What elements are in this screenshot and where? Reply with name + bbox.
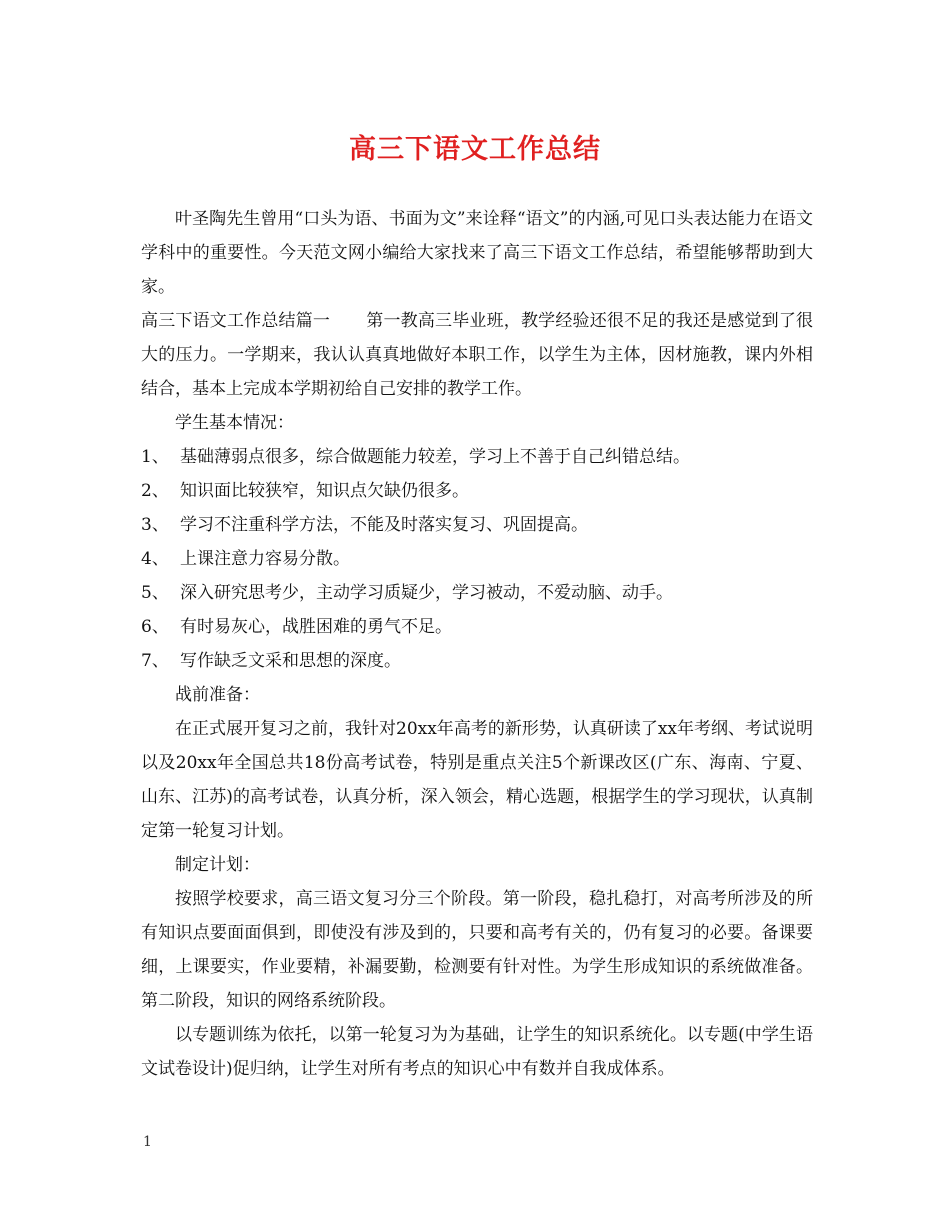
students-heading: 学生基本情况： (175, 413, 294, 433)
section1-text: 第一教高三毕业班，教学经验还很不足的我还是感觉到了很大的压力。一学期来，我认认真真地做好本职工作，以学生为主体，因材施教，课内外相结合，基本上完成本学期初给自己安排的教学工作。 (141, 311, 814, 399)
list-item-number: 5、 (141, 583, 169, 603)
list-item-number: 1、 (141, 447, 169, 467)
document-body (141, 202, 813, 1086)
list-item (141, 508, 813, 542)
list-item-text: 深入研究思考少，主动学习质疑少，学习被动，不爱动脑、动手。 (180, 583, 673, 603)
list-item-text: 写作缺乏文采和思想的深度。 (180, 651, 401, 671)
list-item (141, 576, 813, 610)
prep-paragraph: 在正式展开复习之前，我针对20xx年高考的新形势，认真研读了xx年考纲、考试说明以及20xx年全国总共18份高考试卷，特别是重点关注5个新课改区(广东、海南、宁夏、山东、江苏)的高考试卷，认真分析，深入领会，精心选题，根据学生的学习现状，认真制定第一轮复习计划。 (141, 719, 813, 841)
list-item (141, 542, 813, 576)
list-item-number: 6、 (141, 617, 169, 637)
prep-heading: 战前准备： (175, 685, 260, 705)
list-item (141, 474, 813, 508)
list-item-text: 学习不注重科学方法，不能及时落实复习、巩固提高。 (180, 515, 588, 535)
page-number: 1 (143, 1134, 152, 1150)
list-item (141, 644, 813, 678)
list-item-text: 有时易灰心，战胜困难的勇气不足。 (180, 617, 452, 637)
intro-paragraph: 叶圣陶先生曾用“口头为语、书面为文”来诠释“语文”的内涵,可见口头表达能力在语文学科中的重要性。今天范文网小编给大家找来了高三下语文工作总结，希望能够帮助到大家。 (141, 209, 813, 297)
document-title: 高三下语文工作总结 (349, 134, 601, 165)
list-item (141, 610, 813, 644)
list-item-number: 3、 (141, 515, 169, 535)
plan-heading: 制定计划： (175, 855, 260, 875)
plan-paragraph-2: 以专题训练为依托，以第一轮复习为为基础，让学生的知识系统化。以专题(中学生语文试卷设计)促归纳，让学生对所有考点的知识心中有数并自我成体系。 (141, 1025, 813, 1079)
list-item-text: 知识面比较狭窄，知识点欠缺仍很多。 (180, 481, 469, 501)
list-item-number: 2、 (141, 481, 169, 501)
list-item-text: 基础薄弱点很多，综合做题能力较差，学习上不善于自己纠错总结。 (180, 447, 690, 467)
section1-heading: 高三下语文工作总结篇一 (141, 311, 331, 331)
section1-paragraph (141, 304, 813, 406)
list-item-text: 上课注意力容易分散。 (180, 549, 350, 569)
plan-paragraph: 按照学校要求，高三语文复习分三个阶段。第一阶段，稳扎稳打，对高考所涉及的所有知识点要面面俱到，即使没有涉及到的，只要和高考有关的，仍有复习的必要。备课要细，上课要实，作业要精，补漏要勤，检测要有针对性。为学生形成知识的系统做准备。第二阶段，知识的网络系统阶段。 (141, 889, 813, 1011)
list-item (141, 440, 813, 474)
list-item-number: 7、 (141, 651, 169, 671)
list-item-number: 4、 (141, 549, 169, 569)
